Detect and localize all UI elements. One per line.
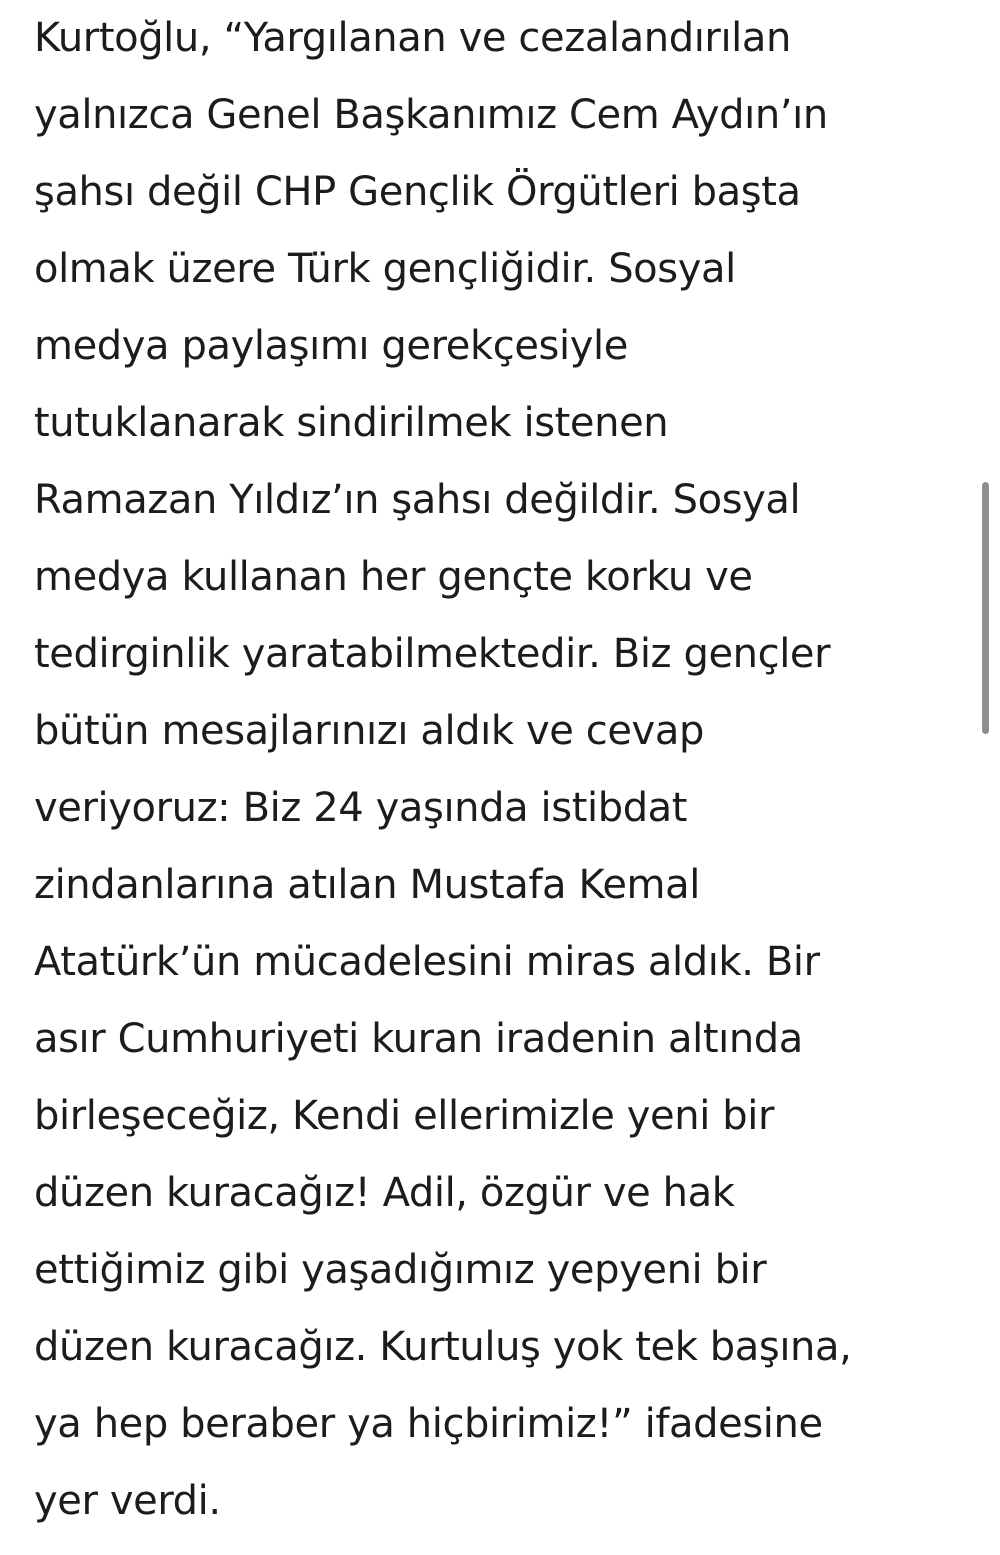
article-line: şahsı değil CHP Gençlik Örgütleri başta — [34, 169, 801, 215]
article-line: olmak üzere Türk gençliğidir. Sosyal — [34, 246, 736, 292]
article-line: yalnızca Genel Başkanımız Cem Aydın’ın — [34, 92, 828, 138]
article-line: zindanlarına atılan Mustafa Kemal — [34, 862, 700, 908]
article-line: tedirginlik yaratabilmektedir. Biz gençler — [34, 631, 831, 677]
article-line: veriyoruz: Biz 24 yaşında istibdat — [34, 785, 688, 831]
article-line: birleşeceğiz, Kendi ellerimizle yeni bir — [34, 1093, 774, 1139]
article-line: medya paylaşımı gerekçesiyle — [34, 323, 628, 369]
scrollbar-thumb[interactable] — [982, 482, 989, 734]
article-line: bütün mesajlarınızı aldık ve cevap — [34, 708, 704, 754]
article-body — [34, 0, 964, 1540]
article-line: asır Cumhuriyeti kuran iradenin altında — [34, 1016, 803, 1062]
article-line: ettiğimiz gibi yaşadığımız yepyeni bir — [34, 1247, 767, 1293]
article-line: Atatürk’ün mücadelesini miras aldık. Bir — [34, 939, 820, 985]
article-line: Ramazan Yıldız’ın şahsı değildir. Sosyal — [34, 477, 801, 523]
article-line: medya kullanan her gençte korku ve — [34, 554, 753, 600]
article-line: ya hep beraber ya hiçbirimiz!” ifadesine — [34, 1401, 823, 1447]
article-line: tutuklanarak sindirilmek istenen — [34, 400, 669, 446]
article-line: yer verdi. — [34, 1478, 221, 1524]
article-line: düzen kuracağız! Adil, özgür ve hak — [34, 1170, 735, 1216]
article-line: Kurtoğlu, “Yargılanan ve cezalandırılan — [34, 15, 791, 61]
article-line: düzen kuracağız. Kurtuluş yok tek başına, — [34, 1324, 852, 1370]
